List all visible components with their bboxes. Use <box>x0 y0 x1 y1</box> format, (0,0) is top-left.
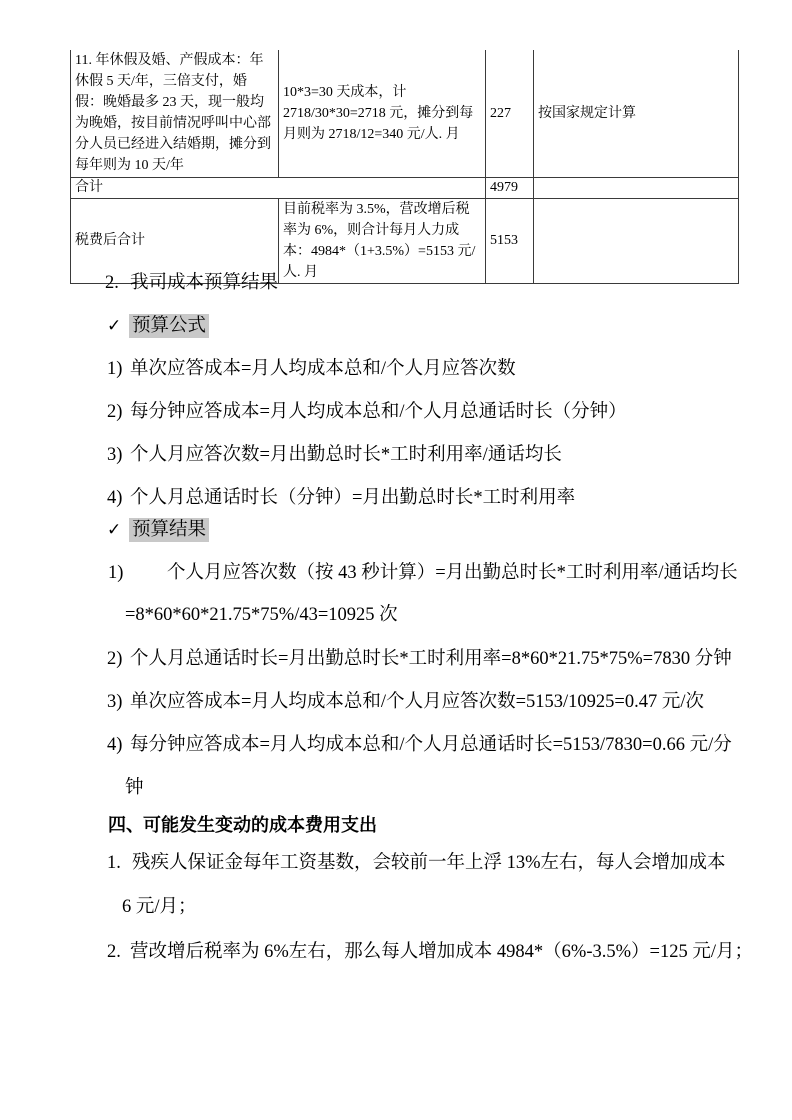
budget-result-label: 预算结果 <box>129 518 209 542</box>
result-item-4 <box>107 732 732 758</box>
section-4-number: 四、 <box>108 815 144 835</box>
variable-cost-item-1-number: 1. <box>107 853 121 873</box>
formula-item-2-text: 每分钟应答成本=月人均成本总和/个人月总通话时长（分钟） <box>130 402 627 422</box>
formula-item-4-text: 个人月总通话时长（分钟）=月出勤总时长*工时利用率 <box>130 488 576 508</box>
result-item-2 <box>107 646 732 672</box>
vacation-cost-note-cell: 按国家规定计算 <box>534 50 739 177</box>
section-4-title: 可能发生变动的成本费用支出 <box>143 815 377 835</box>
total-label-cell: 合计 <box>71 177 486 198</box>
formula-item-2-number: 2) <box>107 402 123 422</box>
result-item-1-continuation <box>125 602 398 628</box>
after-tax-value-cell: 5153 <box>486 198 534 283</box>
result-item-4-number: 4) <box>107 735 123 755</box>
formula-item-4 <box>107 485 575 511</box>
formula-item-1-number: 1) <box>107 359 123 379</box>
variable-cost-item-1 <box>107 850 726 876</box>
formula-item-4-number: 4) <box>107 488 123 508</box>
result-item-1-text: 个人月应答次数（按 43 秒计算）=月出勤总时长*工时利用率/通话均长 <box>167 563 738 583</box>
vacation-cost-value-cell: 227 <box>486 50 534 177</box>
result-item-4-continuation-text: 钟 <box>125 778 144 798</box>
item-2-text: 我司成本预算结果 <box>130 273 279 293</box>
variable-cost-item-2-text: 营改增后税率为 6%左右，那么每人增加成本 4984*（6%-3.5%）=125 元/月； <box>130 942 753 962</box>
result-item-3 <box>107 689 704 715</box>
vacation-cost-desc-cell: 11. 年休假及婚、产假成本：年休假 5 天/年，三倍支付，婚假：晚婚最多 23 天，现一般均为晚婚，按目前情况呼叫中心部分人员已经进入结婚期，摊分到每年则为 10 天/年 <box>71 50 279 177</box>
vacation-cost-calc-cell: 10*3=30 天成本，计 2718/30*30=2718 元，摊分到每月则为 2718/12=340 元/人. 月 <box>279 50 486 177</box>
budget-result-header <box>107 517 209 543</box>
result-item-1-number: 1) <box>108 563 124 583</box>
variable-cost-item-2-number: 2. <box>107 942 121 962</box>
checkmark-icon: ✓ <box>107 316 122 335</box>
item-2-heading <box>105 270 278 296</box>
formula-item-3-text: 个人月应答次数=月出勤总时长*工时利用率/通话均长 <box>130 445 562 465</box>
section-4-heading <box>108 812 377 838</box>
result-item-2-text: 个人月总通话时长=月出勤总时长*工时利用率=8*60*21.75*75%=7830 分钟 <box>130 649 732 669</box>
after-tax-note-cell <box>534 198 739 283</box>
checkmark-icon: ✓ <box>107 520 122 539</box>
budget-formula-label: 预算公式 <box>129 314 209 338</box>
item-2-number: 2. <box>105 273 119 293</box>
after-tax-calc-cell: 目前税率为 3.5%，营改增后税率为 6%，则合计每月人力成本：4984*（1+3.5%）=5153 元/人. 月 <box>279 198 486 283</box>
result-item-1 <box>108 560 738 586</box>
result-item-4-continuation <box>125 775 144 801</box>
formula-item-1-text: 单次应答成本=月人均成本总和/个人月应答次数 <box>130 359 516 379</box>
variable-cost-item-1-continuation-text: 6 元/月； <box>122 897 197 917</box>
result-item-1-continuation-text: =8*60*60*21.75*75%/43=10925 次 <box>125 605 398 625</box>
formula-item-2 <box>107 399 627 425</box>
total-note-cell <box>534 177 739 198</box>
variable-cost-item-1-continuation <box>122 894 197 920</box>
budget-formula-header <box>107 313 209 339</box>
result-item-2-number: 2) <box>107 649 123 669</box>
formula-item-3 <box>107 442 562 468</box>
variable-cost-item-1-text: 残疾人保证金每年工资基数，会较前一年上浮 13%左右，每人会增加成本 <box>132 853 726 873</box>
result-item-3-text: 单次应答成本=月人均成本总和/个人月应答次数=5153/10925=0.47 元/次 <box>130 692 704 712</box>
table-row-vacation-cost <box>71 50 739 177</box>
variable-cost-item-2 <box>107 939 753 965</box>
cost-table <box>70 50 739 284</box>
after-tax-label-cell: 税费后合计 <box>71 198 279 283</box>
total-value-cell: 4979 <box>486 177 534 198</box>
formula-item-3-number: 3) <box>107 445 123 465</box>
result-item-4-text: 每分钟应答成本=月人均成本总和/个人月总通话时长=5153/7830=0.66 元/分 <box>130 735 732 755</box>
formula-item-1 <box>107 356 516 382</box>
table-row-total <box>71 177 739 198</box>
result-item-3-number: 3) <box>107 692 123 712</box>
